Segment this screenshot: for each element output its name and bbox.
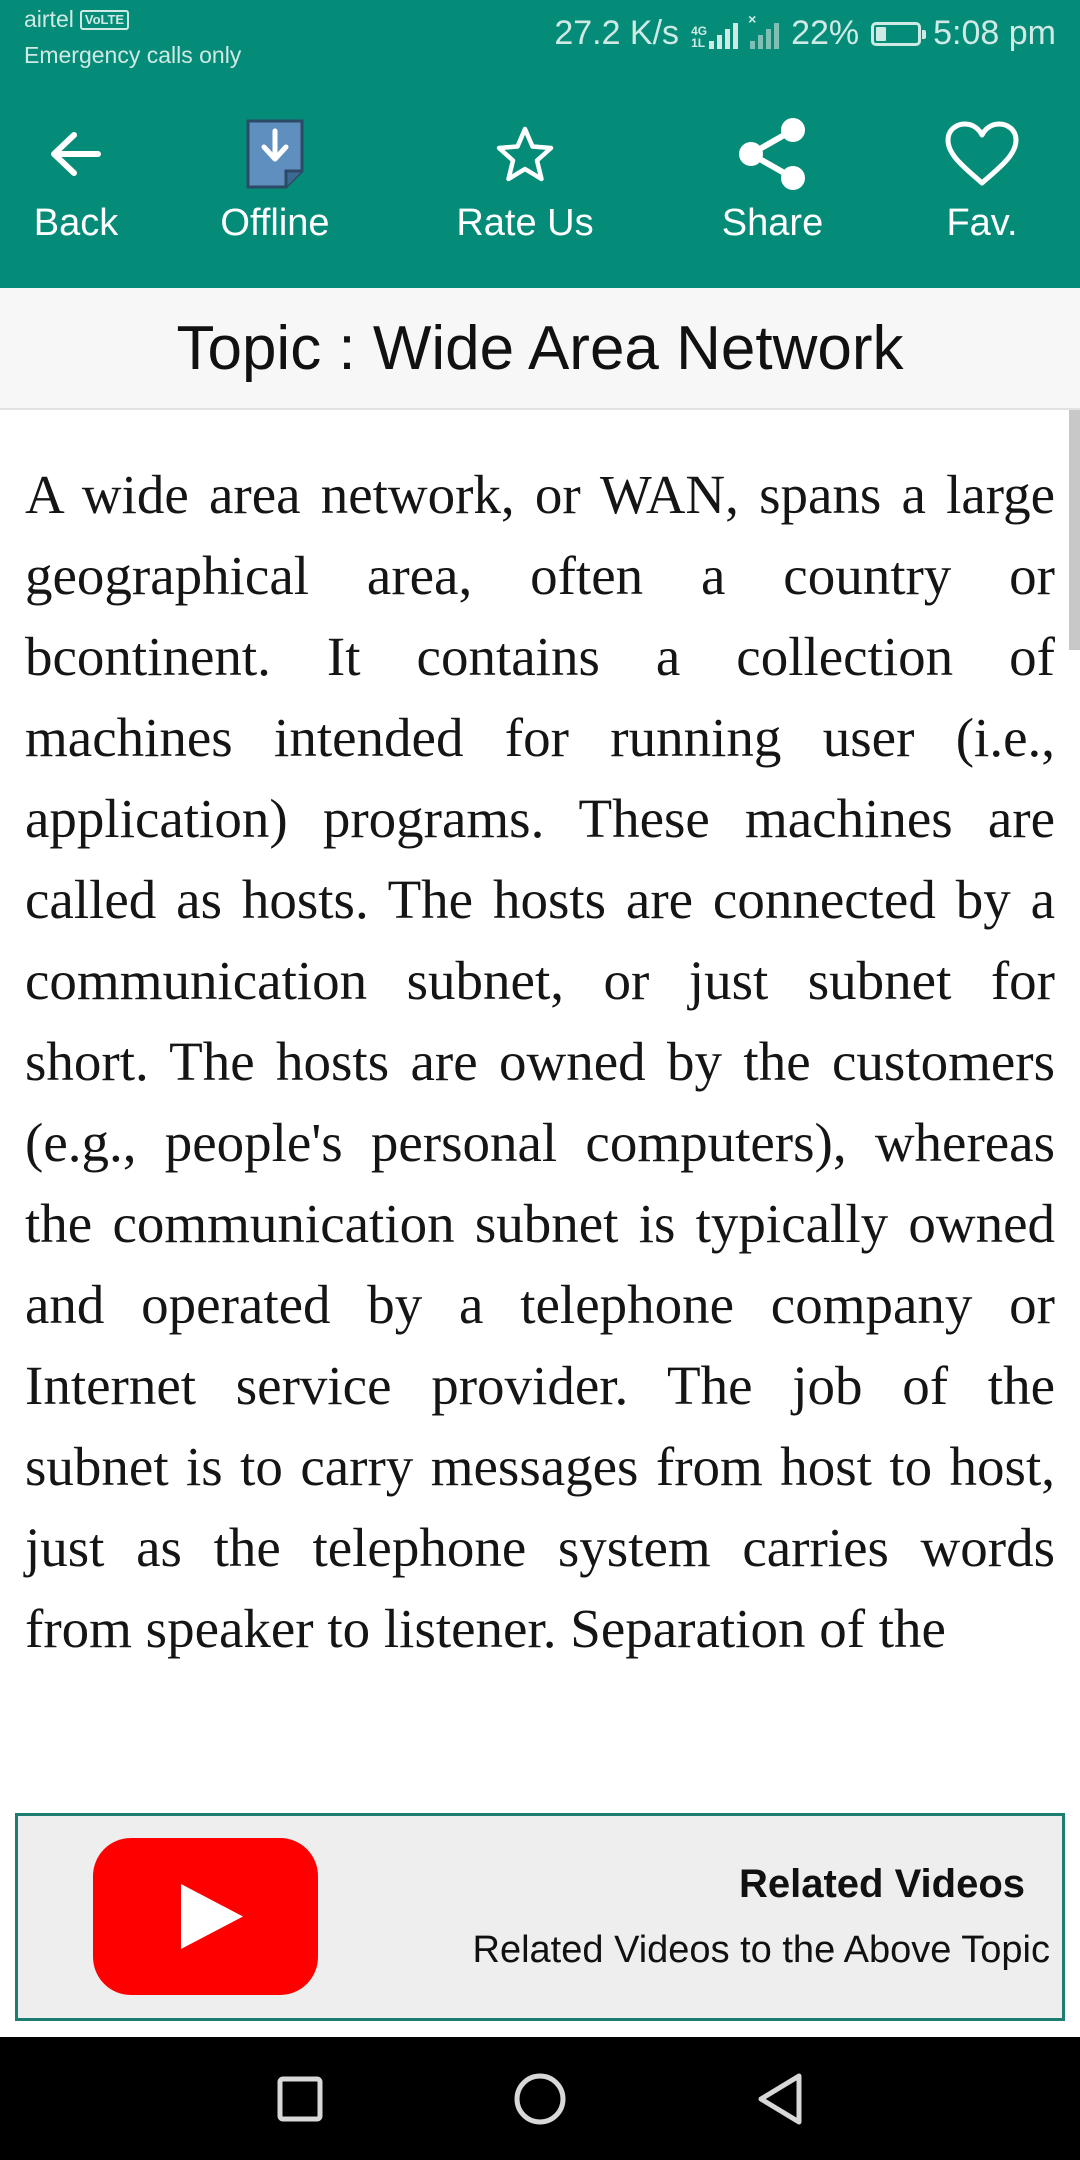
carrier-name: airtel — [24, 6, 74, 32]
arrow-left-icon — [48, 116, 104, 192]
back-button[interactable] — [16, 72, 136, 288]
emergency-text: Emergency calls only — [24, 42, 242, 68]
network-tag — [691, 25, 707, 49]
related-videos-title: Related Videos — [738, 1862, 1026, 1906]
back-label: Back — [33, 202, 119, 244]
status-indicators — [554, 10, 1056, 53]
volte-badge: VoLTE — [80, 10, 129, 30]
scrollbar[interactable] — [1069, 410, 1080, 650]
network-speed: 27.2 K/s — [554, 14, 680, 52]
signal-4g-icon — [691, 19, 738, 49]
share-icon — [735, 116, 811, 192]
signal-no-sim-icon: × — [750, 19, 779, 49]
network-tag-top: 4G — [691, 23, 708, 38]
youtube-icon — [93, 1838, 318, 1995]
article-content[interactable] — [0, 410, 1080, 1810]
download-file-icon — [244, 116, 306, 192]
favorite-label: Fav. — [946, 202, 1018, 244]
battery-icon — [871, 22, 921, 46]
topic-header — [0, 288, 1080, 410]
share-button[interactable] — [700, 72, 845, 288]
rate-us-button[interactable] — [440, 72, 610, 288]
battery-percent: 22% — [791, 14, 860, 52]
recents-button[interactable] — [240, 2037, 360, 2160]
home-button[interactable] — [480, 2037, 600, 2160]
circle-home-icon — [512, 2071, 568, 2127]
heart-icon — [944, 116, 1020, 192]
offline-label: Offline — [220, 202, 330, 244]
back-nav-button[interactable] — [720, 2037, 840, 2160]
related-videos-subtitle: Related Videos to the Above Topic — [472, 1929, 1050, 1971]
related-videos-banner[interactable] — [15, 1813, 1065, 2021]
toolbar — [0, 72, 1080, 288]
favorite-button[interactable] — [920, 72, 1044, 288]
offline-button[interactable] — [200, 72, 350, 288]
topic-title: Topic : Wide Area Network — [176, 313, 904, 383]
network-tag-bottom: 1L — [691, 35, 706, 50]
clock: 5:08 pm — [933, 14, 1056, 52]
signal-bars-icon — [709, 19, 738, 49]
article-text: A wide area network, or WAN, spans a large geographical area, often a country or bcontinent. It contains a collection of machines intended for running user (i.e., application) programs. These machines are called as hosts. The hosts are connected by a communication subnet, or just subnet for short. The hosts are owned by the customers (e.g., people's personal computers), whereas the communication subnet is typically owned and operated by a telephone company or Internet service provider. The job of the subnet is to carry messages from host to host, just as the telephone system carries words from speaker to listener. Separation of the — [25, 464, 1055, 1659]
star-icon — [495, 116, 555, 192]
system-nav-bar — [0, 2037, 1080, 2160]
square-recents-icon — [276, 2075, 324, 2123]
share-label: Share — [721, 202, 824, 244]
triangle-back-icon — [755, 2071, 805, 2127]
rate-us-label: Rate Us — [456, 202, 594, 244]
status-bar — [0, 0, 1080, 72]
battery-fill — [876, 27, 886, 41]
carrier — [24, 6, 129, 33]
